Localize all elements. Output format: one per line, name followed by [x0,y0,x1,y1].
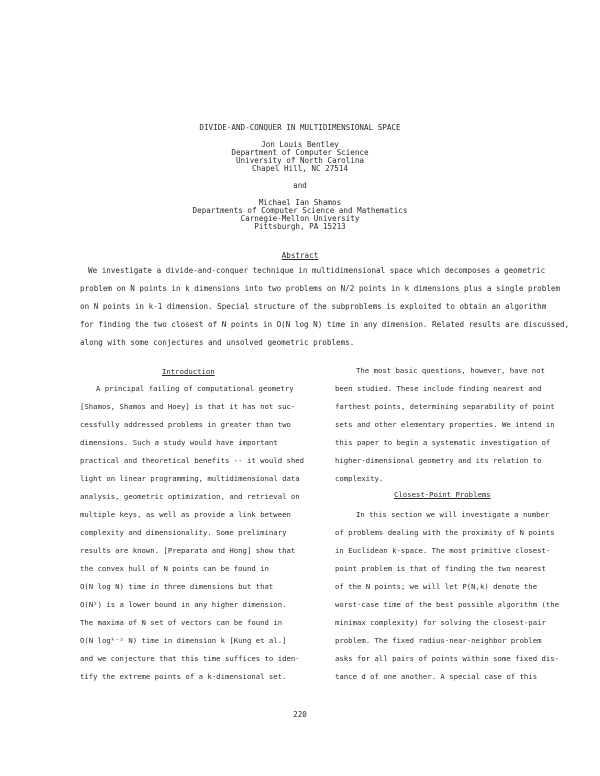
left-column-line: complexity and dimensionality. Some preliminary [80,528,287,537]
right-column-line: worst-case time of the best possible algorithm (the [335,600,560,609]
author1-name: Jon Louis Bentley [261,140,339,149]
author2-city: Pittsburgh, PA 15213 [254,222,346,231]
left-column-line: The maxima of N set of vectors can be found in [80,618,283,627]
author2-name: Michael Ian Shamos [258,198,342,207]
right-column-line: The most basic questions, however, have not [356,366,545,375]
right-column-line: of problems dealing with the proximity of N points [335,528,555,537]
left-column-line: results are known. [Preparata and Hong] show that [80,546,296,555]
right-column-line: in Euclidean k-space. The most primitive closest- [335,546,551,555]
left-column-line: light on linear programming, multidimensional data [80,474,300,483]
author1-city: Chapel Hill, NC 27514 [251,164,348,173]
right-column-line: been studied. These include finding nearest and [335,384,542,393]
left-column-line: [Shamos, Shamos and Hoey] is that it has not suc- [80,402,296,411]
right-column-line: of the N points; we will let P(N,k) denote the [335,582,538,591]
left-column-line: O(N log N) time in three dimensions but that [80,582,274,591]
left-column-line: the convex hull of N points can be found in [80,564,269,573]
left-column-line: O(N logᵏ⁻² N) time in dimension k [Kung et al.] [80,636,287,645]
abstract-line: along with some conjectures and unsolved geometric problems. [80,338,355,347]
right-column-line: tance d of one another. A special case of this [335,672,538,681]
right-column-line: asks for all pairs of points within some fixed dis- [335,654,560,663]
author2-univ: Carnegie-Mellon University [240,214,360,223]
right-column-line: point problem is that of finding the two nearest [335,564,546,573]
author2-dept: Departments of Computer Science and Mathematics [192,206,408,215]
abstract-line: We investigate a divide-and-conquer technique in multidimensional space which decomposes a geometric [88,266,546,275]
page-number: 220 [293,710,307,719]
left-column-line: practical and theoretical benefits -- it would shed [80,456,305,465]
right-column-line: In this section we will investigate a number [356,510,550,519]
right-column-line: complexity. [335,474,384,483]
abstract-heading: Abstract [281,251,319,260]
left-column-line: tify the extreme points of a k-dimensional set. [80,672,287,681]
right-column-line: sets and other elementary properties. We intend in [335,420,555,429]
left-column-line: O(N²) is a lower bound in any higher dimension. [80,600,287,609]
left-column-line: and we conjecture that this time suffices to iden- [80,654,300,663]
abstract-line: for finding the two closest of N points in O(N log N) time in any dimension. Related results are discussed, [80,320,570,329]
left-column-line: dimensions. Such a study would have important [80,438,278,447]
left-column-line: A principal failing of computational geometry [96,384,294,393]
author1-dept: Department of Computer Science [231,148,369,157]
and-separator: and [293,181,307,190]
introduction-heading: Introduction [162,367,215,376]
left-column-line: multiple keys, as well as provide a link between [80,510,291,519]
right-column-line: higher-dimensional geometry and its relation to [335,456,542,465]
abstract-line: problem on N points in k dimensions into two problems on N/2 points in k dimensions plus a single problem [80,284,561,293]
left-column-line: analysis, geometric optimization, and retrieval on [80,492,300,501]
right-column-line: this paper to begin a systematic investigation of [335,438,551,447]
right-column-line: farthest points, determining separability of point [335,402,555,411]
right-column-line: problem. The fixed radius-near-neighbor problem [335,636,542,645]
abstract-line: on N points in k-1 dimension. Special structure of the subproblems is exploited to obtain an algorithm [80,302,547,311]
author1-univ: University of North Carolina [235,156,364,165]
closest-point-heading: Closest-Point Problems [394,490,491,499]
left-column-line: cessfully addressed problems in greater than two [80,420,291,429]
paper-title: DIVIDE-AND-CONQUER IN MULTIDIMENSIONAL SPACE [199,123,401,132]
right-column-line: minimax complexity) for solving the closest-pair [335,618,546,627]
